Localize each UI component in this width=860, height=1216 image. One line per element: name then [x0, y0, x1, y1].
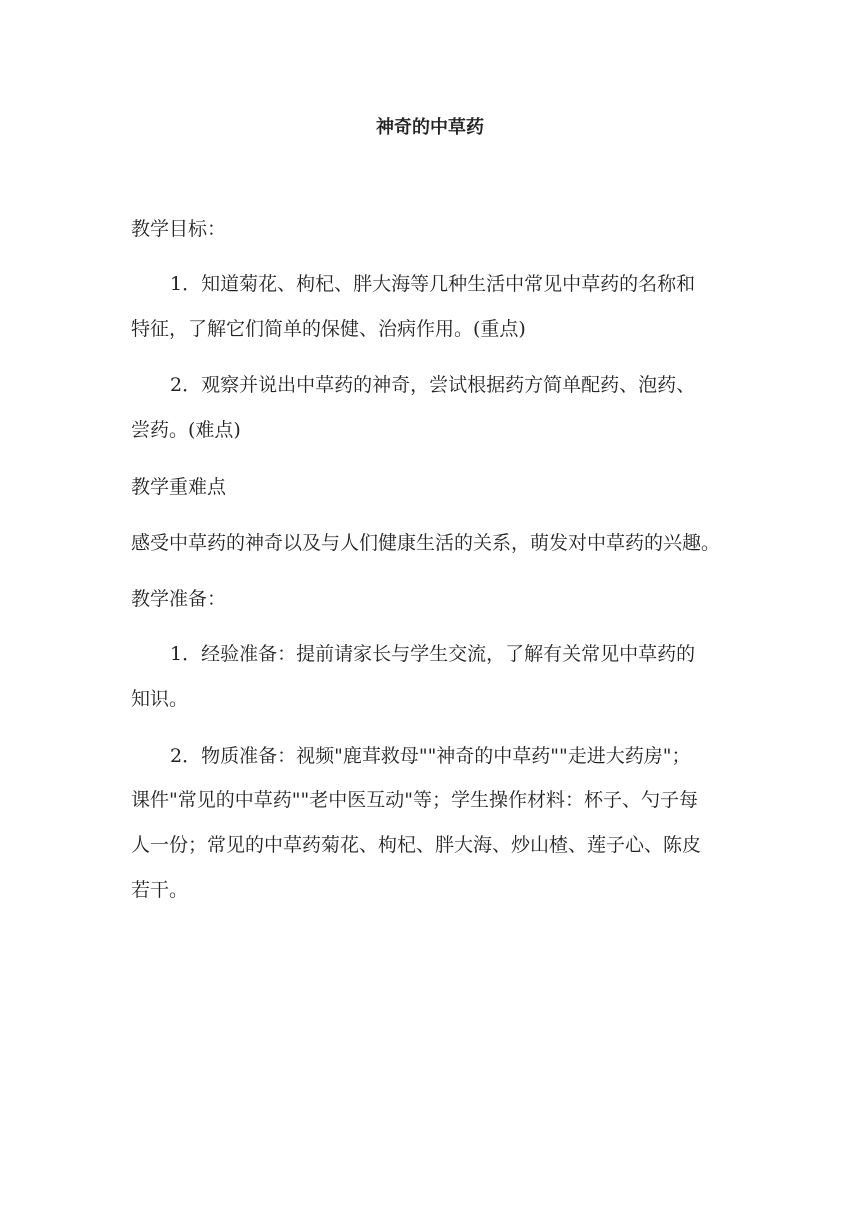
section-heading-key-points: 教学重难点 [131, 476, 227, 498]
preparation-2-line-1: 2．物质准备：视频"鹿茸救母""神奇的中草药""走进大药房"； [170, 745, 691, 767]
objective-2-line-2: 尝药。(难点) [131, 419, 241, 441]
preparation-2-line-4: 若干。 [131, 879, 189, 901]
section-heading-objectives: 教学目标： [131, 218, 227, 240]
preparation-1-line-1: 1．经验准备：提前请家长与学生交流，了解有关常见中草药的 [170, 643, 696, 665]
key-points-text: 感受中草药的神奇以及与人们健康生活的关系，萌发对中草药的兴趣。 [131, 532, 721, 554]
preparation-2-line-3: 人一份；常见的中草药菊花、枸杞、胖大海、炒山楂、莲子心、陈皮 [131, 834, 702, 856]
preparation-1-line-2: 知识。 [131, 688, 189, 710]
document-title: 神奇的中草药 [376, 117, 484, 138]
section-heading-preparation: 教学准备： [131, 588, 227, 610]
objective-2-line-1: 2．观察并说出中草药的神奇，尝试根据药方简单配药、泡药、 [170, 374, 696, 396]
preparation-2-line-2: 课件"常见的中草药""老中医互动"等；学生操作材料：杯子、勺子每 [131, 789, 698, 811]
objective-1-line-1: 1．知道菊花、枸杞、胖大海等几种生活中常见中草药的名称和 [170, 273, 696, 295]
objective-1-line-2: 特征，了解它们简单的保健、治病作用。(重点) [131, 318, 526, 340]
